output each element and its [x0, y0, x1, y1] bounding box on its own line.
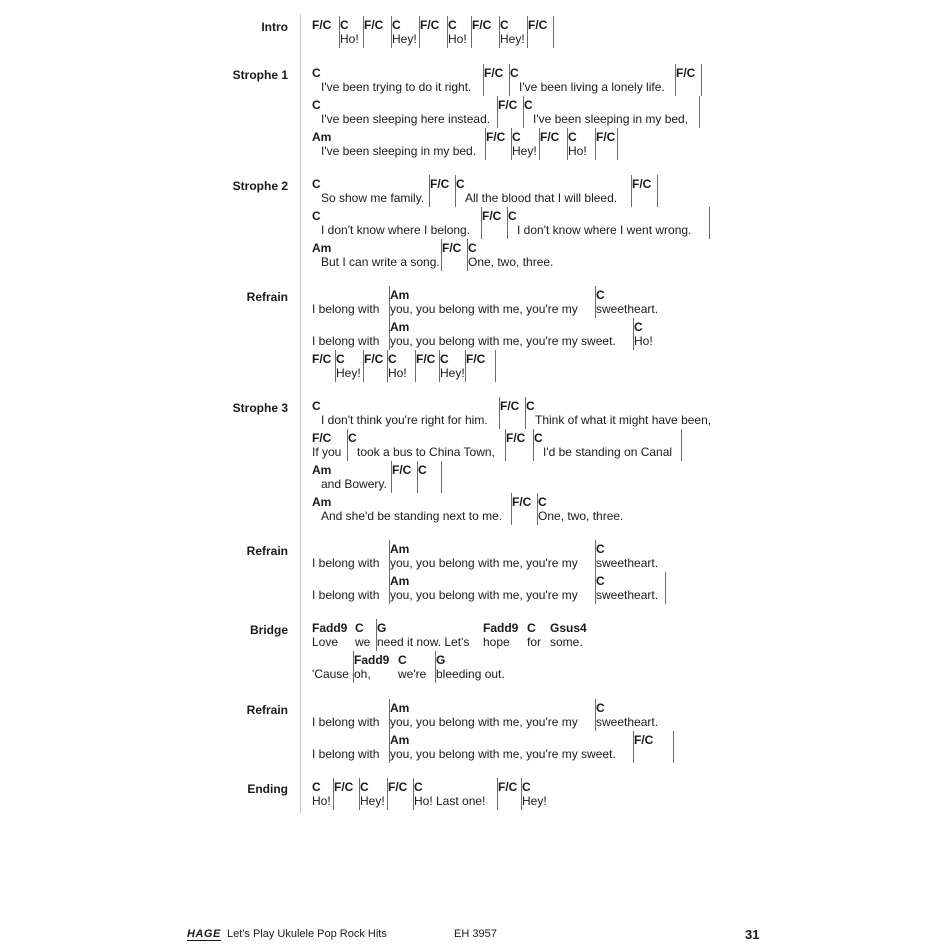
chord-symbol: Am — [312, 463, 332, 477]
page-number: 31 — [745, 927, 760, 942]
chord-symbol: F/C — [482, 209, 502, 223]
measure — [364, 350, 388, 382]
lyric-text: sweetheart. — [596, 302, 659, 316]
lyric-text: and Bowery. — [321, 477, 387, 491]
chord-symbol: F/C — [430, 177, 450, 191]
measure — [596, 128, 618, 160]
section-label: Refrain — [246, 290, 288, 304]
measure — [632, 175, 658, 207]
section-label: Strophe 2 — [232, 179, 288, 193]
chord-symbol: F/C — [392, 463, 412, 477]
measure — [506, 429, 534, 461]
chord-symbol: F/C — [498, 780, 518, 794]
catalog-number: EH 3957 — [454, 928, 497, 940]
measure — [498, 778, 522, 810]
measure — [360, 778, 388, 810]
measure — [312, 540, 390, 572]
measure — [526, 397, 735, 429]
lyric-text: Ho! — [388, 366, 407, 380]
lyric-text: sweetheart. — [596, 556, 659, 570]
measure — [312, 461, 392, 493]
lyric-text: I've been trying to do it right. — [321, 80, 472, 94]
chord-symbol: F/C — [442, 241, 462, 255]
measure — [312, 16, 340, 48]
measure — [312, 429, 348, 461]
chord-symbol: C — [534, 431, 543, 445]
lyric-text: One, two, three. — [468, 255, 554, 269]
chord-symbol: F/C — [388, 780, 408, 794]
lyric-text: you, you belong with me, you're my — [390, 715, 578, 729]
lyric-text: Think of what it might have been, — [535, 413, 712, 427]
lyric-text: Hey! — [360, 794, 385, 808]
measure — [456, 175, 632, 207]
chord-symbol: F/C — [312, 431, 332, 445]
chord-symbol: C — [312, 399, 321, 413]
chord-symbol: C — [527, 621, 536, 635]
measure — [312, 651, 354, 683]
chord-symbol: F/C — [364, 352, 384, 366]
chord-symbol: C — [596, 574, 605, 588]
chord-symbol: C — [634, 320, 643, 334]
chord-symbol: C — [526, 399, 535, 413]
chord-symbol: C — [312, 780, 321, 794]
chord-symbol: F/C — [466, 352, 486, 366]
measure — [420, 16, 448, 48]
lyric-text: I don't think you're right for him. — [321, 413, 488, 427]
chord-symbol: C — [360, 780, 369, 794]
measure — [596, 699, 665, 731]
section-label: Refrain — [246, 544, 288, 558]
lyric-text: Hey! — [392, 32, 417, 46]
lyric-text: you, you belong with me, you're my — [390, 302, 578, 316]
measure — [364, 16, 392, 48]
measure — [312, 572, 390, 604]
lyric-text: you, you belong with me, you're my sweet. — [390, 334, 616, 348]
chord-symbol: C — [596, 542, 605, 556]
measure — [482, 207, 508, 239]
chord-symbol: G — [377, 621, 387, 635]
lyric-text: One, two, three. — [538, 509, 624, 523]
chord-symbol: F/C — [498, 98, 518, 112]
measure — [448, 16, 472, 48]
chord-symbol: C — [522, 780, 531, 794]
chord-symbol: C — [508, 209, 517, 223]
measure — [398, 651, 436, 683]
chord-symbol: F/C — [500, 399, 520, 413]
chord-symbol: F/C — [528, 18, 548, 32]
measure — [312, 175, 430, 207]
chord-symbol: C — [596, 701, 605, 715]
chord-symbol: C — [568, 130, 577, 144]
lyric-text: Ho! — [634, 334, 653, 348]
measure — [312, 64, 484, 96]
chord-symbol: F/C — [472, 18, 492, 32]
lyric-text: I belong with — [312, 747, 380, 761]
measure — [416, 350, 440, 382]
chord-symbol: Gsus4 — [550, 621, 587, 635]
measure — [312, 350, 336, 382]
chord-symbol: Am — [390, 701, 410, 715]
lyric-text: I'd be standing on Canal — [543, 445, 673, 459]
lyric-text: Ho! — [568, 144, 587, 158]
measure — [392, 461, 418, 493]
measure — [388, 350, 416, 382]
measure — [312, 239, 442, 271]
lyric-text: some. — [550, 635, 583, 649]
chord-symbol: Fadd9 — [312, 621, 348, 635]
section-label: Refrain — [246, 703, 288, 717]
measure — [634, 318, 673, 350]
lyric-text: need it now. Let's — [377, 635, 470, 649]
measure — [390, 699, 596, 731]
lyric-text: sweetheart. — [596, 588, 659, 602]
lyric-text: Ho! — [312, 794, 331, 808]
chord-symbol: C — [392, 18, 401, 32]
chord-symbol: Am — [390, 320, 410, 334]
chord-symbol: C — [512, 130, 521, 144]
chord-symbol: F/C — [506, 431, 526, 445]
measure — [377, 619, 482, 651]
measure — [540, 128, 568, 160]
chord-symbol: C — [355, 621, 364, 635]
chord-symbol: Am — [390, 288, 410, 302]
chord-symbol: F/C — [512, 495, 532, 509]
lyric-text: All the blood that I will bleed. — [465, 191, 618, 205]
measure — [312, 397, 500, 429]
chord-symbol: C — [448, 18, 457, 32]
chord-symbol: F/C — [364, 18, 384, 32]
chord-symbol: C — [414, 780, 423, 794]
chord-symbol: Am — [312, 495, 332, 509]
measure — [528, 16, 554, 48]
chord-symbol: C — [312, 98, 321, 112]
measure — [472, 16, 500, 48]
chord-symbol: Am — [390, 733, 410, 747]
section-divider-rule — [300, 14, 301, 814]
measure — [390, 572, 596, 604]
measure — [512, 493, 538, 525]
measure — [390, 540, 596, 572]
lyric-text: 'Cause — [312, 667, 349, 681]
measure — [390, 731, 634, 763]
lyric-text: bleeding out. — [436, 667, 505, 681]
measure — [312, 318, 390, 350]
chord-symbol: Am — [312, 130, 332, 144]
chord-symbol: F/C — [634, 733, 654, 747]
chord-symbol: F/C — [540, 130, 560, 144]
lyric-text: I belong with — [312, 715, 380, 729]
measure — [418, 461, 442, 493]
chord-symbol: C — [538, 495, 547, 509]
measure — [340, 16, 364, 48]
measure — [524, 96, 700, 128]
measure — [508, 207, 710, 239]
lyric-text: I belong with — [312, 588, 380, 602]
chord-symbol: G — [436, 653, 446, 667]
lyric-text: we — [355, 635, 371, 649]
measure — [392, 16, 420, 48]
chord-symbol: C — [312, 66, 321, 80]
lyric-text: I've been living a lonely life. — [519, 80, 665, 94]
lyric-text: we're — [398, 667, 427, 681]
measure — [312, 778, 334, 810]
lyric-text: Hey! — [336, 366, 361, 380]
chord-symbol: F/C — [632, 177, 652, 191]
measure — [500, 16, 528, 48]
chord-symbol: C — [398, 653, 407, 667]
measure — [468, 239, 563, 271]
section-label: Strophe 3 — [232, 401, 288, 415]
measure — [596, 540, 665, 572]
chord-symbol: F/C — [676, 66, 696, 80]
measure — [466, 350, 496, 382]
chord-symbol: C — [440, 352, 449, 366]
lyric-text: I've been sleeping in my bed, — [533, 112, 689, 126]
lyric-text: Hey! — [500, 32, 525, 46]
measure — [312, 731, 390, 763]
chord-symbol: C — [388, 352, 397, 366]
measure — [312, 493, 512, 525]
measure — [676, 64, 702, 96]
measure — [390, 318, 634, 350]
chord-symbol: C — [312, 177, 321, 191]
chord-symbol: Fadd9 — [483, 621, 519, 635]
lyric-text: Ho! — [340, 32, 359, 46]
lyric-text: you, you belong with me, you're my — [390, 556, 578, 570]
chord-symbol: C — [500, 18, 509, 32]
chord-symbol: C — [340, 18, 349, 32]
lyric-text: I don't know where I went wrong. — [517, 223, 692, 237]
lyric-text: I belong with — [312, 556, 380, 570]
measure — [440, 350, 466, 382]
chord-symbol: Am — [312, 241, 332, 255]
chord-symbol: Fadd9 — [354, 653, 390, 667]
chord-symbol: F/C — [312, 352, 332, 366]
lyric-text: hope — [483, 635, 510, 649]
lyric-text: Hey! — [522, 794, 547, 808]
chord-symbol: Am — [390, 542, 410, 556]
lyric-text: Ho! Last one! — [414, 794, 486, 808]
measure — [500, 397, 526, 429]
chord-symbol: C — [312, 209, 321, 223]
lyric-text: I've been sleeping here instead. — [321, 112, 491, 126]
lyric-text: I don't know where I belong. — [321, 223, 471, 237]
chord-symbol: C — [456, 177, 465, 191]
chord-symbol: F/C — [312, 18, 332, 32]
lyric-text: sweetheart. — [596, 715, 659, 729]
measure — [312, 699, 390, 731]
measure — [430, 175, 456, 207]
measure — [312, 286, 390, 318]
measure — [312, 96, 498, 128]
measure — [336, 350, 364, 382]
chord-symbol: F/C — [486, 130, 506, 144]
measure — [312, 207, 482, 239]
chord-symbol: C — [468, 241, 477, 255]
lyric-text: And she'd be standing next to me. — [321, 509, 503, 523]
measure — [484, 64, 510, 96]
measure — [312, 128, 486, 160]
lyric-text: I've been sleeping in my bed. — [321, 144, 477, 158]
chord-symbol: Am — [390, 574, 410, 588]
measure — [538, 493, 637, 525]
section-label: Ending — [247, 782, 288, 796]
measure — [634, 731, 674, 763]
measure — [534, 429, 682, 461]
lyric-text: Hey! — [512, 144, 537, 158]
measure — [512, 128, 540, 160]
measure — [527, 619, 549, 651]
measure — [312, 619, 354, 651]
chord-symbol: C — [510, 66, 519, 80]
measure — [414, 778, 498, 810]
chord-symbol: F/C — [420, 18, 440, 32]
lyric-text: Hey! — [440, 366, 465, 380]
measure — [510, 64, 676, 96]
lyric-text: for — [527, 635, 542, 649]
publisher-logo: HAGE — [187, 928, 221, 940]
lyric-text: So show me family. — [321, 191, 425, 205]
lyric-text: took a bus to China Town, — [357, 445, 495, 459]
measure — [550, 619, 609, 651]
section-label: Strophe 1 — [232, 68, 288, 82]
book-title: Let's Play Ukulele Pop Rock Hits — [227, 928, 387, 940]
measure — [568, 128, 596, 160]
chord-symbol: F/C — [334, 780, 354, 794]
lyric-text: I belong with — [312, 334, 380, 348]
lyric-text: If you — [312, 445, 342, 459]
measure — [596, 286, 665, 318]
section-label: Intro — [261, 20, 288, 34]
lyric-text: I belong with — [312, 302, 380, 316]
lyric-text: But I can write a song. — [321, 255, 440, 269]
measure — [354, 651, 397, 683]
measure — [486, 128, 512, 160]
measure — [522, 778, 555, 810]
lyric-text: you, you belong with me, you're my sweet. — [390, 747, 616, 761]
chord-symbol: C — [596, 288, 605, 302]
measure — [334, 778, 360, 810]
chord-symbol: C — [524, 98, 533, 112]
measure — [498, 96, 524, 128]
measure — [442, 239, 468, 271]
lyric-text: Ho! — [448, 32, 467, 46]
measure — [355, 619, 377, 651]
chord-symbol: C — [348, 431, 357, 445]
chord-symbol: C — [336, 352, 345, 366]
chord-symbol: F/C — [416, 352, 436, 366]
measure — [483, 619, 526, 651]
measure — [348, 429, 506, 461]
lyric-text: Love — [312, 635, 339, 649]
measure — [436, 651, 525, 683]
chord-symbol: F/C — [596, 130, 616, 144]
measure — [388, 778, 414, 810]
measure — [390, 286, 596, 318]
section-label: Bridge — [249, 623, 288, 637]
chord-symbol: C — [418, 463, 427, 477]
lyric-text: you, you belong with me, you're my — [390, 588, 578, 602]
lyric-text: oh, — [354, 667, 371, 681]
chord-symbol: F/C — [484, 66, 504, 80]
measure — [596, 572, 666, 604]
